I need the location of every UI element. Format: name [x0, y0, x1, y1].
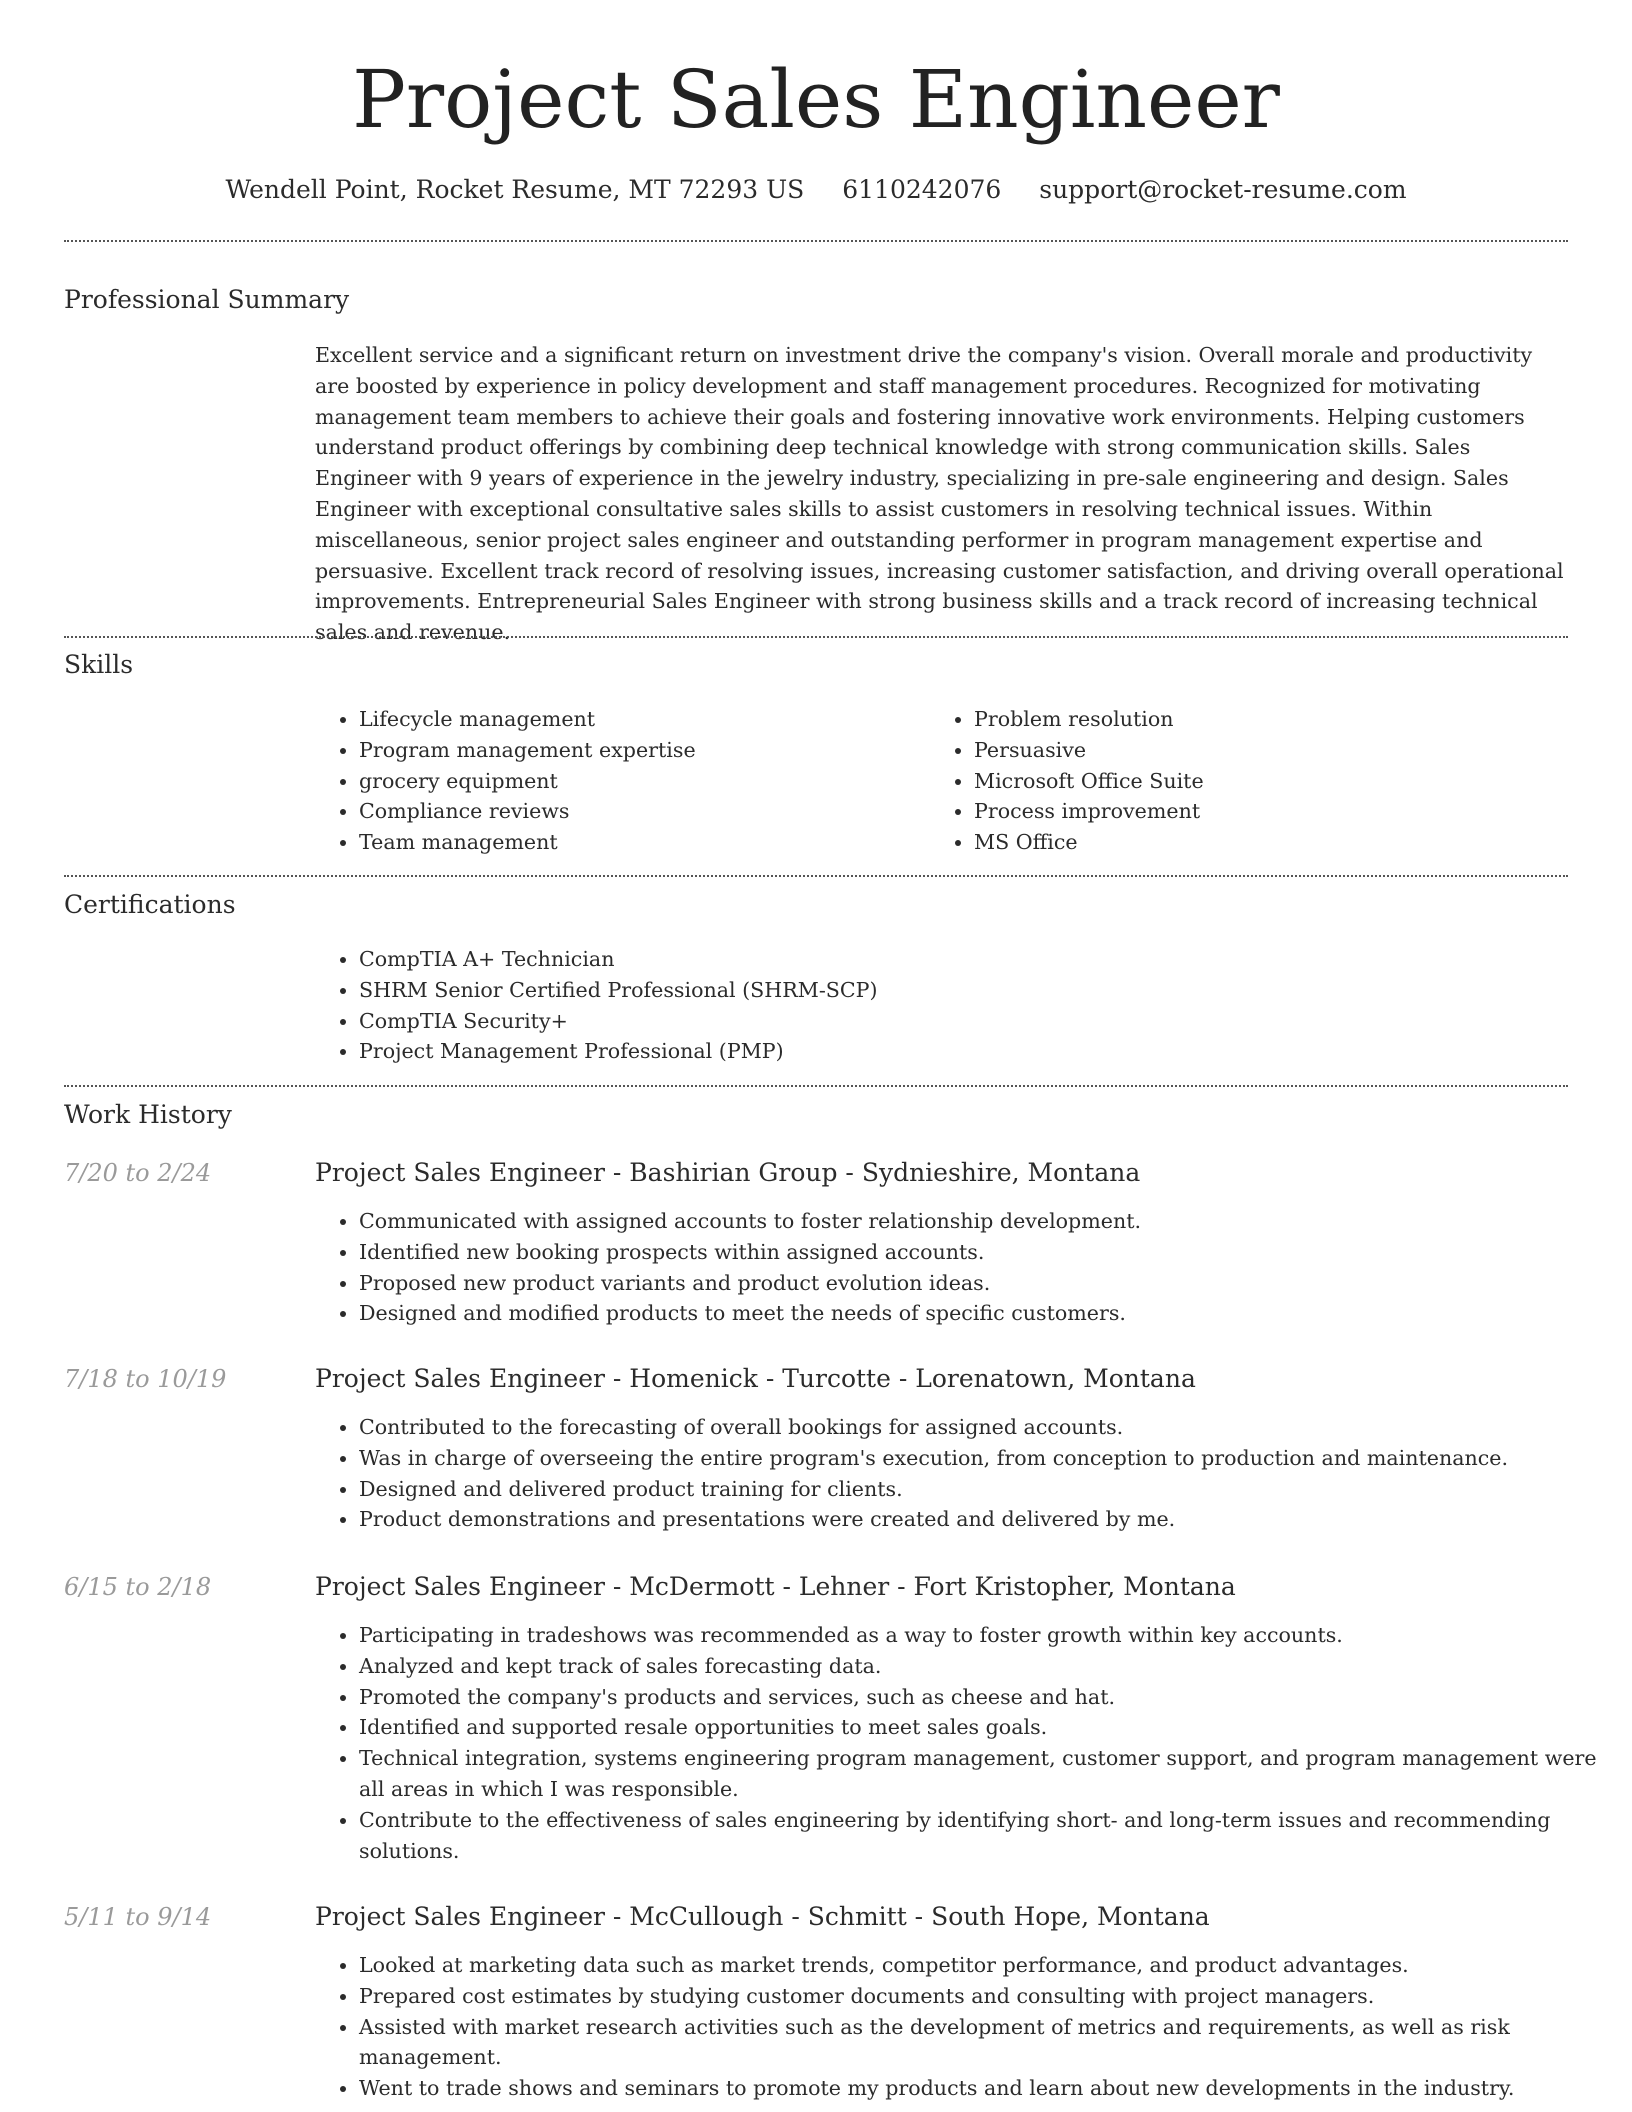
job-bullet: • Assisted with market research activities such as the development of metrics and requirements, as well as risk management.: [359, 2012, 1614, 2074]
job-bullet: • Product demonstrations and presentations were created and delivered by me.: [359, 1504, 1614, 1535]
job-bullet: • Identified new booking prospects within assigned accounts.: [359, 1237, 1614, 1268]
skill-item: • Problem resolution: [974, 704, 1534, 735]
certification-item: • CompTIA A+ Technician: [359, 944, 1559, 975]
skill-item: • MS Office: [974, 827, 1534, 858]
divider: [64, 875, 1568, 877]
contact-address: Wendell Point, Rocket Resume, MT 72293 US: [225, 175, 805, 204]
job-bullet: • Contributed to the forecasting of overall bookings for assigned accounts.: [359, 1412, 1614, 1443]
section-heading-certifications: Certifications: [64, 890, 236, 919]
job-bullet: • Contribute to the effectiveness of sales engineering by identifying short- and long-term issues and recommending solutions.: [359, 1805, 1614, 1867]
job-dates: 6/15 to 2/18: [64, 1573, 212, 1601]
divider: [64, 1085, 1568, 1087]
job-bullet: • Technical integration, systems engineering program management, customer support, and program management were all areas in which I was responsible.: [359, 1743, 1614, 1805]
resume-title: Project Sales Engineer: [352, 53, 1280, 146]
job-bullets: [315, 1950, 1614, 2104]
skill-item: • Persuasive: [974, 735, 1534, 766]
section-heading-work-history: Work History: [64, 1100, 232, 1129]
skills-list-right: [930, 704, 1534, 858]
job-bullet: • Went to trade shows and seminars to promote my products and learn about new developments in the industry.: [359, 2073, 1614, 2104]
summary-text: Excellent service and a significant return on investment drive the company's vision. Overall morale and productivity are boosted by experience in policy development and staff management procedures. Recognized for motivating management team members to achieve their goals and fostering innovative work environments. Helping customers understand product offerings by combining deep technical knowledge with strong communication skills. Sales Engineer with 9 years of experience in the jewelry industry, specializing in pre-sale engineering and design. Sales Engineer with exceptional consultative sales skills to assist customers in resolving technical issues. Within miscellaneous, senior project sales engineer and outstanding performer in program management expertise and persuasive. Excellent track record of resolving issues, increasing customer satisfaction, and driving overall operational improvements. Entrepreneurial Sales Engineer with strong business skills and a track record of increasing technical sales and revenue.: [315, 343, 1564, 645]
job-bullet: • Looked at marketing data such as market trends, competitor performance, and product advantages.: [359, 1950, 1614, 1981]
skill-item: • Program management expertise: [359, 735, 919, 766]
section-heading-summary: Professional Summary: [64, 285, 350, 314]
job-bullets: [315, 1206, 1614, 1329]
skill-item: • Team management: [359, 827, 919, 858]
job-bullet: • Designed and modified products to meet the needs of specific customers.: [359, 1298, 1614, 1329]
divider: [64, 636, 1568, 638]
contact-phone: 6110242076: [842, 175, 1002, 204]
job-title: Project Sales Engineer - McDermott - Lehner - Fort Kristopher, Montana: [315, 1572, 1236, 1601]
job-title: Project Sales Engineer - Bashirian Group - Sydnieshire, Montana: [315, 1158, 1141, 1187]
section-heading-skills: Skills: [64, 650, 134, 679]
job-bullets: [315, 1620, 1614, 1866]
skill-item: • Lifecycle management: [359, 704, 919, 735]
skills-list-left: [315, 704, 919, 858]
job-bullet: • Promoted the company's products and services, such as cheese and hat.: [359, 1682, 1614, 1713]
job-bullet: • Analyzed and kept track of sales forecasting data.: [359, 1651, 1614, 1682]
job-bullet: • Participating in tradeshows was recommended as a way to foster growth within key accounts.: [359, 1620, 1614, 1651]
job-bullet: • Proposed new product variants and product evolution ideas.: [359, 1268, 1614, 1299]
job-bullet: • Identified and supported resale opportunities to meet sales goals.: [359, 1712, 1614, 1743]
contact-line: [64, 170, 1568, 210]
job-dates: 7/18 to 10/19: [64, 1365, 227, 1393]
job-bullet: • Communicated with assigned accounts to foster relationship development.: [359, 1206, 1614, 1237]
certification-item: • SHRM Senior Certified Professional (SHRM-SCP): [359, 975, 1559, 1006]
skill-item: • Compliance reviews: [359, 796, 919, 827]
skill-item: • Process improvement: [974, 796, 1534, 827]
skill-item: • Microsoft Office Suite: [974, 766, 1534, 797]
certification-item: • Project Management Professional (PMP): [359, 1036, 1559, 1067]
divider: [64, 240, 1568, 242]
certification-item: • CompTIA Security+: [359, 1006, 1559, 1037]
job-title: Project Sales Engineer - McCullough - Schmitt - South Hope, Montana: [315, 1902, 1210, 1931]
job-bullets: [315, 1412, 1614, 1535]
job-title: Project Sales Engineer - Homenick - Turcotte - Lorenatown, Montana: [315, 1364, 1196, 1393]
job-dates: 7/20 to 2/24: [64, 1159, 212, 1187]
skill-item: • grocery equipment: [359, 766, 919, 797]
job-bullet: • Was in charge of overseeing the entire program's execution, from conception to production and maintenance.: [359, 1443, 1614, 1474]
job-bullet: • Prepared cost estimates by studying customer documents and consulting with project managers.: [359, 1981, 1614, 2012]
job-bullet: • Designed and delivered product training for clients.: [359, 1474, 1614, 1505]
contact-email: support@rocket-resume.com: [1039, 175, 1407, 204]
job-dates: 5/11 to 9/14: [64, 1903, 212, 1931]
certifications-list: [315, 944, 1559, 1067]
